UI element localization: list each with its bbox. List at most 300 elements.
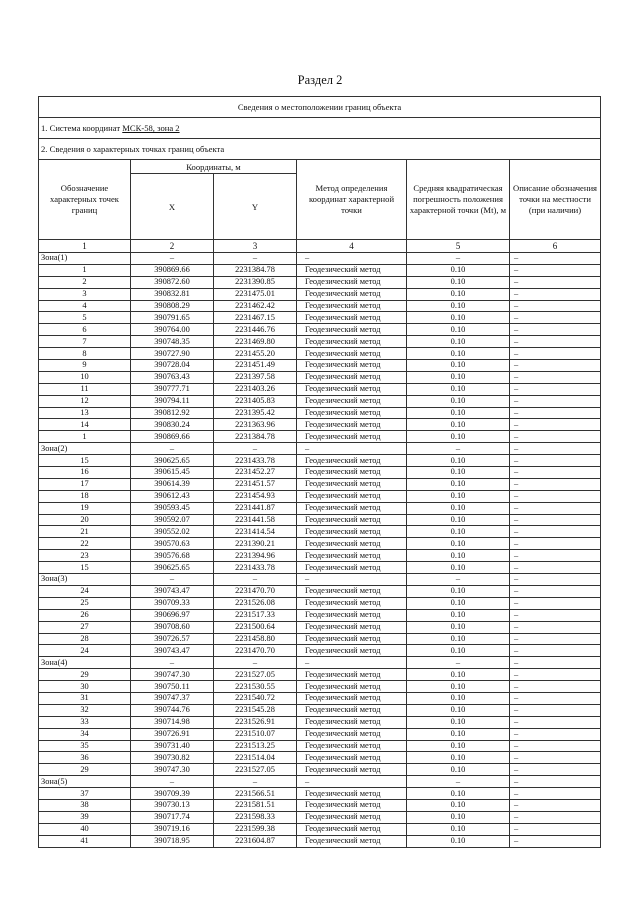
cell-accuracy: 0.10 xyxy=(407,621,510,633)
cell-x: 390576.68 xyxy=(131,550,214,562)
cell-description: – xyxy=(510,740,601,752)
table-row xyxy=(39,788,601,800)
cell-y: 2231454.93 xyxy=(214,490,297,502)
point-id: 22 xyxy=(39,538,131,550)
cell-description: – xyxy=(510,704,601,716)
cell-description: – xyxy=(510,288,601,300)
cell-accuracy: 0.10 xyxy=(407,502,510,514)
cell-y: 2231451.49 xyxy=(214,360,297,372)
point-id: 34 xyxy=(39,728,131,740)
cell-y: – xyxy=(214,657,297,669)
table-row xyxy=(39,764,601,776)
table-row xyxy=(39,681,601,693)
cell-y: – xyxy=(214,443,297,455)
cell-y: 2231581.51 xyxy=(214,799,297,811)
cell-method: Геодезический метод xyxy=(297,562,407,574)
header-accuracy: Средняя квадратическая погрешность положения характерной точки (Mt), м xyxy=(407,160,510,240)
cell-description: – xyxy=(510,752,601,764)
point-id: 37 xyxy=(39,788,131,800)
cell-accuracy: 0.10 xyxy=(407,348,510,360)
cell-method: Геодезический метод xyxy=(297,383,407,395)
cell-x: 390748.35 xyxy=(131,336,214,348)
table-row xyxy=(39,728,601,740)
point-id: 3 xyxy=(39,288,131,300)
table-row xyxy=(39,835,601,847)
cell-y: 2231540.72 xyxy=(214,692,297,704)
cell-y: 2231405.83 xyxy=(214,395,297,407)
table-row xyxy=(39,419,601,431)
cell-description: – xyxy=(510,478,601,490)
cell-accuracy: 0.10 xyxy=(407,823,510,835)
table-row xyxy=(39,669,601,681)
cell-x: 390625.65 xyxy=(131,455,214,467)
cell-y: 2231384.78 xyxy=(214,264,297,276)
point-id: 36 xyxy=(39,752,131,764)
cell-x: 390552.02 xyxy=(131,526,214,538)
cell-x: 390812.92 xyxy=(131,407,214,419)
cell-accuracy: 0.10 xyxy=(407,300,510,312)
cell-accuracy: 0.10 xyxy=(407,704,510,716)
cell-x: 390709.39 xyxy=(131,788,214,800)
point-id: 39 xyxy=(39,811,131,823)
cell-x: 390730.13 xyxy=(131,799,214,811)
cell-accuracy: 0.10 xyxy=(407,514,510,526)
cell-x: 390731.40 xyxy=(131,740,214,752)
table-row xyxy=(39,407,601,419)
cell-method: Геодезический метод xyxy=(297,609,407,621)
cell-method: Геодезический метод xyxy=(297,502,407,514)
cell-description: – xyxy=(510,455,601,467)
point-id: 13 xyxy=(39,407,131,419)
cell-accuracy: 0.10 xyxy=(407,764,510,776)
cell-method: Геодезический метод xyxy=(297,455,407,467)
table-row xyxy=(39,621,601,633)
table-row xyxy=(39,383,601,395)
cell-x: 390763.43 xyxy=(131,371,214,383)
cell-method: – xyxy=(297,574,407,586)
zone-row xyxy=(39,657,601,669)
cell-x: – xyxy=(131,776,214,788)
cell-x: 390747.37 xyxy=(131,692,214,704)
cell-x: – xyxy=(131,574,214,586)
cell-description: – xyxy=(510,407,601,419)
cell-accuracy: 0.10 xyxy=(407,407,510,419)
cell-y: 2231470.70 xyxy=(214,645,297,657)
cell-accuracy: 0.10 xyxy=(407,740,510,752)
cell-accuracy: 0.10 xyxy=(407,633,510,645)
cell-y: 2231433.78 xyxy=(214,562,297,574)
cell-method: Геодезический метод xyxy=(297,728,407,740)
cell-y: 2231513.25 xyxy=(214,740,297,752)
point-id: 20 xyxy=(39,514,131,526)
zone-label: Зона(2) xyxy=(39,443,131,455)
cell-method: Геодезический метод xyxy=(297,526,407,538)
cell-method: Геодезический метод xyxy=(297,324,407,336)
cell-x: – xyxy=(131,443,214,455)
cell-description: – xyxy=(510,264,601,276)
cell-x: 390808.29 xyxy=(131,300,214,312)
cell-accuracy: 0.10 xyxy=(407,835,510,847)
coord-system-label: 1. Система координат xyxy=(41,123,121,133)
cell-y: 2231530.55 xyxy=(214,681,297,693)
point-id: 29 xyxy=(39,669,131,681)
cell-description: – xyxy=(510,585,601,597)
cell-description: – xyxy=(510,300,601,312)
table-row xyxy=(39,348,601,360)
header-x: X xyxy=(131,174,214,240)
cell-accuracy: 0.10 xyxy=(407,419,510,431)
cell-description: – xyxy=(510,609,601,621)
cell-accuracy: – xyxy=(407,776,510,788)
cell-x: 390750.11 xyxy=(131,681,214,693)
point-id: 16 xyxy=(39,467,131,479)
cell-x: 390719.16 xyxy=(131,823,214,835)
cell-method: Геодезический метод xyxy=(297,431,407,443)
cell-x: – xyxy=(131,657,214,669)
cell-x: 390743.47 xyxy=(131,585,214,597)
cell-accuracy: 0.10 xyxy=(407,788,510,800)
cell-y: 2231455.20 xyxy=(214,348,297,360)
cell-x: 390764.00 xyxy=(131,324,214,336)
table-row xyxy=(39,645,601,657)
cell-accuracy: 0.10 xyxy=(407,490,510,502)
cell-method: Геодезический метод xyxy=(297,288,407,300)
cell-y: 2231517.33 xyxy=(214,609,297,621)
table-row xyxy=(39,550,601,562)
cell-y: 2231526.08 xyxy=(214,597,297,609)
cell-method: Геодезический метод xyxy=(297,704,407,716)
cell-method: – xyxy=(297,657,407,669)
table-title: Сведения о местоположении границ объекта xyxy=(39,97,601,118)
cell-y: 2231384.78 xyxy=(214,431,297,443)
cell-x: 390869.66 xyxy=(131,431,214,443)
cell-x: 390743.47 xyxy=(131,645,214,657)
cell-accuracy: – xyxy=(407,443,510,455)
table-row xyxy=(39,276,601,288)
header-designation: Обозначение характерных точек границ xyxy=(39,160,131,240)
point-id: 11 xyxy=(39,383,131,395)
cell-description: – xyxy=(510,657,601,669)
point-id: 21 xyxy=(39,526,131,538)
point-id: 1 xyxy=(39,431,131,443)
cell-x: 390830.24 xyxy=(131,419,214,431)
cell-method: Геодезический метод xyxy=(297,550,407,562)
cell-method: Геодезический метод xyxy=(297,788,407,800)
cell-accuracy: 0.10 xyxy=(407,716,510,728)
cell-method: Геодезический метод xyxy=(297,467,407,479)
cell-x: 390714.98 xyxy=(131,716,214,728)
cell-x: 390709.33 xyxy=(131,597,214,609)
point-id: 19 xyxy=(39,502,131,514)
cell-y: 2231469.80 xyxy=(214,336,297,348)
cell-description: – xyxy=(510,728,601,740)
cell-y: 2231395.42 xyxy=(214,407,297,419)
cell-accuracy: 0.10 xyxy=(407,431,510,443)
cell-description: – xyxy=(510,371,601,383)
cell-y: 2231467.15 xyxy=(214,312,297,324)
cell-description: – xyxy=(510,681,601,693)
cell-x: 390744.76 xyxy=(131,704,214,716)
point-id: 15 xyxy=(39,562,131,574)
cell-x: 390832.81 xyxy=(131,288,214,300)
cell-accuracy: 0.10 xyxy=(407,562,510,574)
column-number: 5 xyxy=(407,240,510,253)
cell-description: – xyxy=(510,336,601,348)
cell-accuracy: 0.10 xyxy=(407,455,510,467)
point-id: 38 xyxy=(39,799,131,811)
cell-method: Геодезический метод xyxy=(297,669,407,681)
cell-y: 2231566.51 xyxy=(214,788,297,800)
zone-row xyxy=(39,253,601,265)
cell-description: – xyxy=(510,645,601,657)
boundary-table xyxy=(38,96,601,848)
cell-method: Геодезический метод xyxy=(297,811,407,823)
cell-x: 390747.30 xyxy=(131,669,214,681)
cell-description: – xyxy=(510,395,601,407)
table-row xyxy=(39,799,601,811)
cell-accuracy: 0.10 xyxy=(407,799,510,811)
cell-y: 2231599.38 xyxy=(214,823,297,835)
point-id: 18 xyxy=(39,490,131,502)
point-id: 29 xyxy=(39,764,131,776)
cell-description: – xyxy=(510,276,601,288)
cell-y: 2231598.33 xyxy=(214,811,297,823)
cell-description: – xyxy=(510,562,601,574)
cell-x: 390717.74 xyxy=(131,811,214,823)
cell-method: – xyxy=(297,253,407,265)
cell-accuracy: 0.10 xyxy=(407,478,510,490)
cell-description: – xyxy=(510,502,601,514)
cell-accuracy: 0.10 xyxy=(407,692,510,704)
cell-description: – xyxy=(510,764,601,776)
cell-accuracy: 0.10 xyxy=(407,752,510,764)
cell-x: 390593.45 xyxy=(131,502,214,514)
cell-accuracy: 0.10 xyxy=(407,728,510,740)
cell-y: 2231527.05 xyxy=(214,669,297,681)
coord-system-row xyxy=(39,118,601,139)
point-id: 31 xyxy=(39,692,131,704)
cell-method: Геодезический метод xyxy=(297,336,407,348)
table-row xyxy=(39,609,601,621)
cell-description: – xyxy=(510,538,601,550)
point-id: 9 xyxy=(39,360,131,372)
cell-x: 390747.30 xyxy=(131,764,214,776)
cell-y: 2231452.27 xyxy=(214,467,297,479)
point-id: 27 xyxy=(39,621,131,633)
cell-y: 2231363.96 xyxy=(214,419,297,431)
header-y: Y xyxy=(214,174,297,240)
cell-accuracy: 0.10 xyxy=(407,585,510,597)
cell-description: – xyxy=(510,811,601,823)
cell-method: – xyxy=(297,776,407,788)
table-row xyxy=(39,811,601,823)
cell-y: 2231394.96 xyxy=(214,550,297,562)
cell-description: – xyxy=(510,490,601,502)
cell-description: – xyxy=(510,312,601,324)
table-row xyxy=(39,704,601,716)
cell-x: 390615.45 xyxy=(131,467,214,479)
point-id: 35 xyxy=(39,740,131,752)
cell-accuracy: 0.10 xyxy=(407,597,510,609)
zone-label: Зона(1) xyxy=(39,253,131,265)
point-id: 7 xyxy=(39,336,131,348)
table-row xyxy=(39,336,601,348)
cell-description: – xyxy=(510,776,601,788)
cell-x: 390730.82 xyxy=(131,752,214,764)
cell-x: 390696.97 xyxy=(131,609,214,621)
point-id: 28 xyxy=(39,633,131,645)
cell-y: 2231545.28 xyxy=(214,704,297,716)
point-id: 26 xyxy=(39,609,131,621)
cell-description: – xyxy=(510,526,601,538)
zone-row xyxy=(39,574,601,586)
cell-accuracy: 0.10 xyxy=(407,526,510,538)
cell-description: – xyxy=(510,348,601,360)
point-id: 5 xyxy=(39,312,131,324)
point-id: 32 xyxy=(39,704,131,716)
point-id: 15 xyxy=(39,455,131,467)
point-id: 17 xyxy=(39,478,131,490)
cell-y: – xyxy=(214,776,297,788)
cell-description: – xyxy=(510,823,601,835)
cell-y: 2231510.07 xyxy=(214,728,297,740)
table-row xyxy=(39,312,601,324)
cell-y: – xyxy=(214,574,297,586)
cell-method: Геодезический метод xyxy=(297,276,407,288)
point-id: 10 xyxy=(39,371,131,383)
zone-label: Зона(5) xyxy=(39,776,131,788)
cell-y: 2231451.57 xyxy=(214,478,297,490)
cell-accuracy: 0.10 xyxy=(407,467,510,479)
table-row xyxy=(39,371,601,383)
table-row xyxy=(39,538,601,550)
cell-x: 390726.91 xyxy=(131,728,214,740)
cell-accuracy: 0.10 xyxy=(407,371,510,383)
cell-accuracy: 0.10 xyxy=(407,811,510,823)
cell-y: 2231526.91 xyxy=(214,716,297,728)
point-id: 25 xyxy=(39,597,131,609)
cell-y: 2231470.70 xyxy=(214,585,297,597)
cell-method: Геодезический метод xyxy=(297,835,407,847)
zone-label: Зона(3) xyxy=(39,574,131,586)
table-row xyxy=(39,823,601,835)
cell-description: – xyxy=(510,324,601,336)
cell-y: 2231527.05 xyxy=(214,764,297,776)
cell-method: Геодезический метод xyxy=(297,371,407,383)
cell-accuracy: 0.10 xyxy=(407,276,510,288)
cell-accuracy: 0.10 xyxy=(407,360,510,372)
table-row xyxy=(39,490,601,502)
cell-description: – xyxy=(510,788,601,800)
cell-accuracy: 0.10 xyxy=(407,264,510,276)
cell-description: – xyxy=(510,574,601,586)
cell-method: Геодезический метод xyxy=(297,585,407,597)
table-row xyxy=(39,455,601,467)
cell-y: 2231441.87 xyxy=(214,502,297,514)
table-row xyxy=(39,597,601,609)
cell-method: Геодезический метод xyxy=(297,681,407,693)
point-id: 1 xyxy=(39,264,131,276)
cell-description: – xyxy=(510,669,601,681)
cell-accuracy: 0.10 xyxy=(407,324,510,336)
point-id: 14 xyxy=(39,419,131,431)
cell-y: 2231390.85 xyxy=(214,276,297,288)
cell-accuracy: 0.10 xyxy=(407,550,510,562)
table-row xyxy=(39,395,601,407)
zone-row xyxy=(39,776,601,788)
cell-y: 2231514.04 xyxy=(214,752,297,764)
cell-method: Геодезический метод xyxy=(297,764,407,776)
cell-accuracy: 0.10 xyxy=(407,312,510,324)
cell-y: 2231604.87 xyxy=(214,835,297,847)
table-row xyxy=(39,752,601,764)
cell-description: – xyxy=(510,360,601,372)
cell-y: 2231446.76 xyxy=(214,324,297,336)
zone-label: Зона(4) xyxy=(39,657,131,669)
cell-method: Геодезический метод xyxy=(297,360,407,372)
point-id: 33 xyxy=(39,716,131,728)
table-row xyxy=(39,585,601,597)
cell-y: 2231475.01 xyxy=(214,288,297,300)
cell-accuracy: 0.10 xyxy=(407,538,510,550)
cell-x: 390718.95 xyxy=(131,835,214,847)
table-row xyxy=(39,502,601,514)
cell-y: 2231441.58 xyxy=(214,514,297,526)
cell-method: Геодезический метод xyxy=(297,633,407,645)
cell-description: – xyxy=(510,835,601,847)
cell-y: 2231433.78 xyxy=(214,455,297,467)
table-row xyxy=(39,288,601,300)
point-id: 4 xyxy=(39,300,131,312)
cell-method: Геодезический метод xyxy=(297,419,407,431)
cell-description: – xyxy=(510,253,601,265)
cell-method: Геодезический метод xyxy=(297,478,407,490)
cell-description: – xyxy=(510,550,601,562)
cell-x: 390728.04 xyxy=(131,360,214,372)
point-id: 40 xyxy=(39,823,131,835)
cell-x: 390726.57 xyxy=(131,633,214,645)
cell-accuracy: 0.10 xyxy=(407,395,510,407)
cell-y: – xyxy=(214,253,297,265)
point-id: 12 xyxy=(39,395,131,407)
point-id: 24 xyxy=(39,585,131,597)
table-row xyxy=(39,360,601,372)
cell-method: Геодезический метод xyxy=(297,395,407,407)
cell-y: 2231500.64 xyxy=(214,621,297,633)
cell-method: Геодезический метод xyxy=(297,514,407,526)
cell-method: Геодезический метод xyxy=(297,490,407,502)
cell-method: Геодезический метод xyxy=(297,740,407,752)
table-row xyxy=(39,264,601,276)
cell-method: Геодезический метод xyxy=(297,752,407,764)
point-id: 30 xyxy=(39,681,131,693)
cell-accuracy: 0.10 xyxy=(407,681,510,693)
table-row xyxy=(39,633,601,645)
point-id: 6 xyxy=(39,324,131,336)
cell-x: 390869.66 xyxy=(131,264,214,276)
cell-method: Геодезический метод xyxy=(297,312,407,324)
cell-y: 2231458.80 xyxy=(214,633,297,645)
table-row xyxy=(39,324,601,336)
cell-description: – xyxy=(510,514,601,526)
column-number: 2 xyxy=(131,240,214,253)
cell-y: 2231403.26 xyxy=(214,383,297,395)
cell-accuracy: 0.10 xyxy=(407,645,510,657)
cell-y: 2231397.58 xyxy=(214,371,297,383)
cell-accuracy: 0.10 xyxy=(407,609,510,621)
cell-x: 390570.63 xyxy=(131,538,214,550)
table-row xyxy=(39,431,601,443)
